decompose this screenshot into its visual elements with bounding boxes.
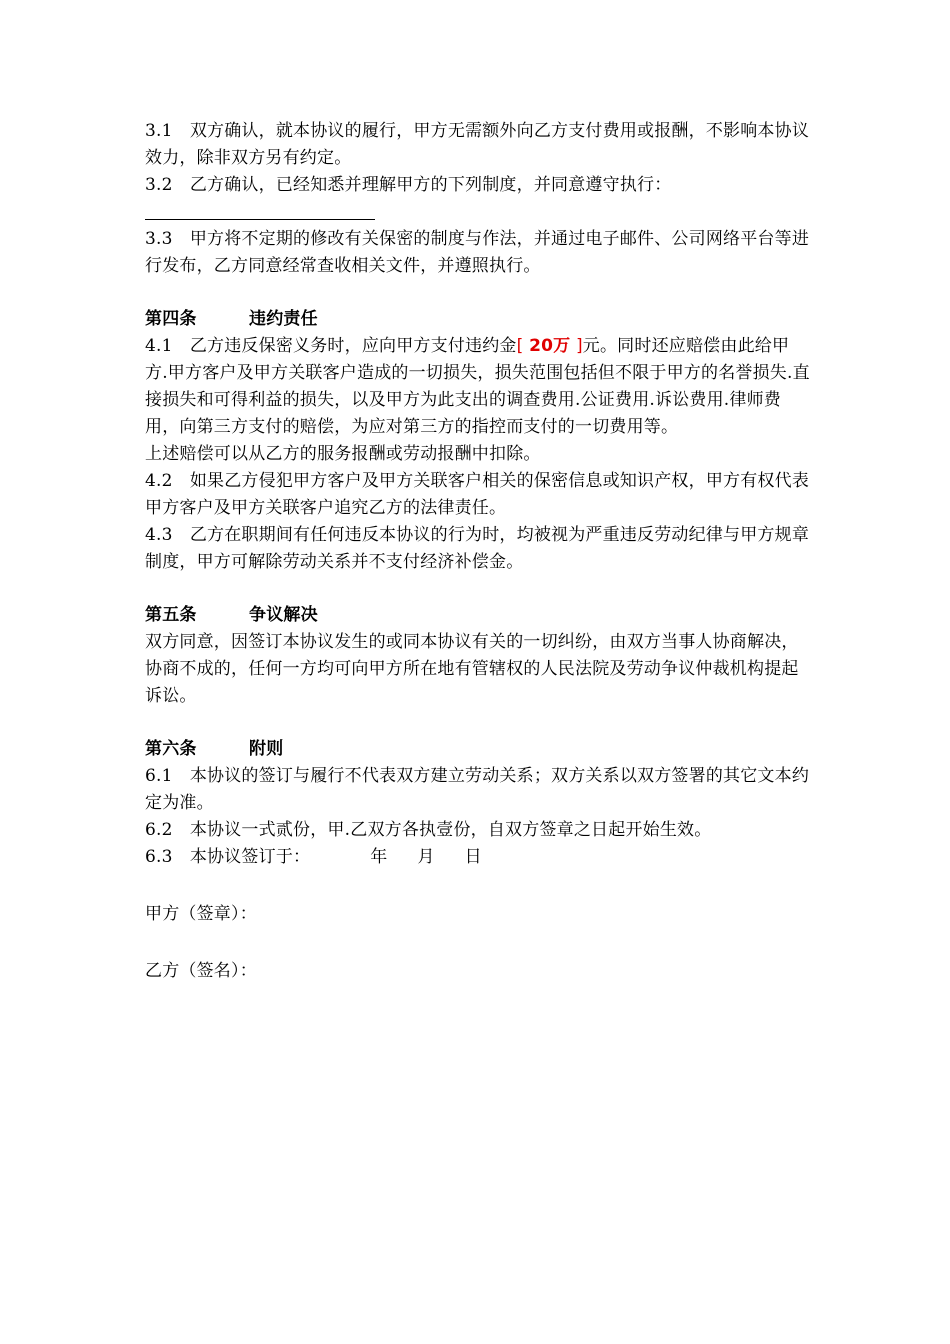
clause-5: 双方同意，因签订本协议发生的或同本协议有关的一切纠纷，由双方当事人协商解决，协商不成的，任何一方均可向甲方所在地有管辖权的人民法院及劳动争议仲裁机构提起诉讼。 [145,632,799,706]
clause-3-3: 3.3 甲方将不定期的修改有关保密的制度与作法，并通过电子邮件、公司网络平台等进行发布，乙方同意经常查收相关文件，并遵照执行。 [145,229,810,276]
article-6-title: 附则 [249,739,284,759]
penalty-amount [517,336,583,356]
bracket-close: ] [570,336,583,356]
clause-3-1: 3.1 双方确认，就本协议的履行，甲方无需额外向乙方支付费用或报酬，不影响本协议效力，除非双方另有约定。 [145,121,810,168]
penalty-amount-value: 20万 [529,336,571,356]
bracket-open: [ [516,336,530,356]
fill-in-blank-line [145,199,375,220]
date-year: 年 [370,847,388,867]
party-b-signature: 乙方（签名）： [145,961,257,981]
clause-4-1-post: 元。同时还应赔偿由此给甲方.甲方客户及甲方关联客户造成的一切损失，损失范围包括但不限于甲方的名誉损失.直接损失和可得利益的损失，以及甲方为此支出的调查费用.公证费用.诉讼费用.律师费用，向第三方支付的赔偿，为应对第三方的指控而支付的一切费用等。 [145,336,810,437]
article-4-heading [145,306,810,333]
clause-4-1 [145,333,810,441]
clause-6-3 [145,844,810,871]
article-6-number: 第六条 [145,739,197,759]
article-5-number: 第五条 [145,605,197,625]
clause-6-2: 6.2 本协议一式贰份，甲.乙双方各执壹份，自双方签章之日起开始生效。 [145,820,712,840]
clause-3-2: 3.2 乙方确认，已经知悉并理解甲方的下列制度，并同意遵守执行： [145,175,672,195]
date-day: 日 [464,847,482,867]
clause-4-2: 4.2 如果乙方侵犯甲方客户及甲方关联客户相关的保密信息或知识产权，甲方有权代表甲方客户及甲方关联客户追究乙方的法律责任。 [145,471,810,518]
article-5-title: 争议解决 [249,605,318,625]
document-page [145,118,810,985]
clause-4-3: 4.3 乙方在职期间有任何违反本协议的行为时，均被视为严重违反劳动纪律与甲方规章制度，甲方可解除劳动关系并不支付经济补偿金。 [145,525,810,572]
article-4-number: 第四条 [145,309,197,329]
clause-4-1-pre: 4.1 乙方违反保密义务时，应向甲方支付违约金 [145,336,517,356]
party-a-signature: 甲方（签章）： [145,904,257,924]
date-month: 月 [417,847,435,867]
clause-6-1: 6.1 本协议的签订与履行不代表双方建立劳动关系；双方关系以双方签署的其它文本约定为准。 [145,766,810,813]
clause-6-3-text: 6.3 本协议签订于： [145,847,311,867]
clause-4-1-note: 上述赔偿可以从乙方的服务报酬或劳动报酬中扣除。 [145,444,541,464]
article-4-title: 违约责任 [249,309,318,329]
article-6-heading [145,736,810,763]
article-5-heading [145,602,810,629]
